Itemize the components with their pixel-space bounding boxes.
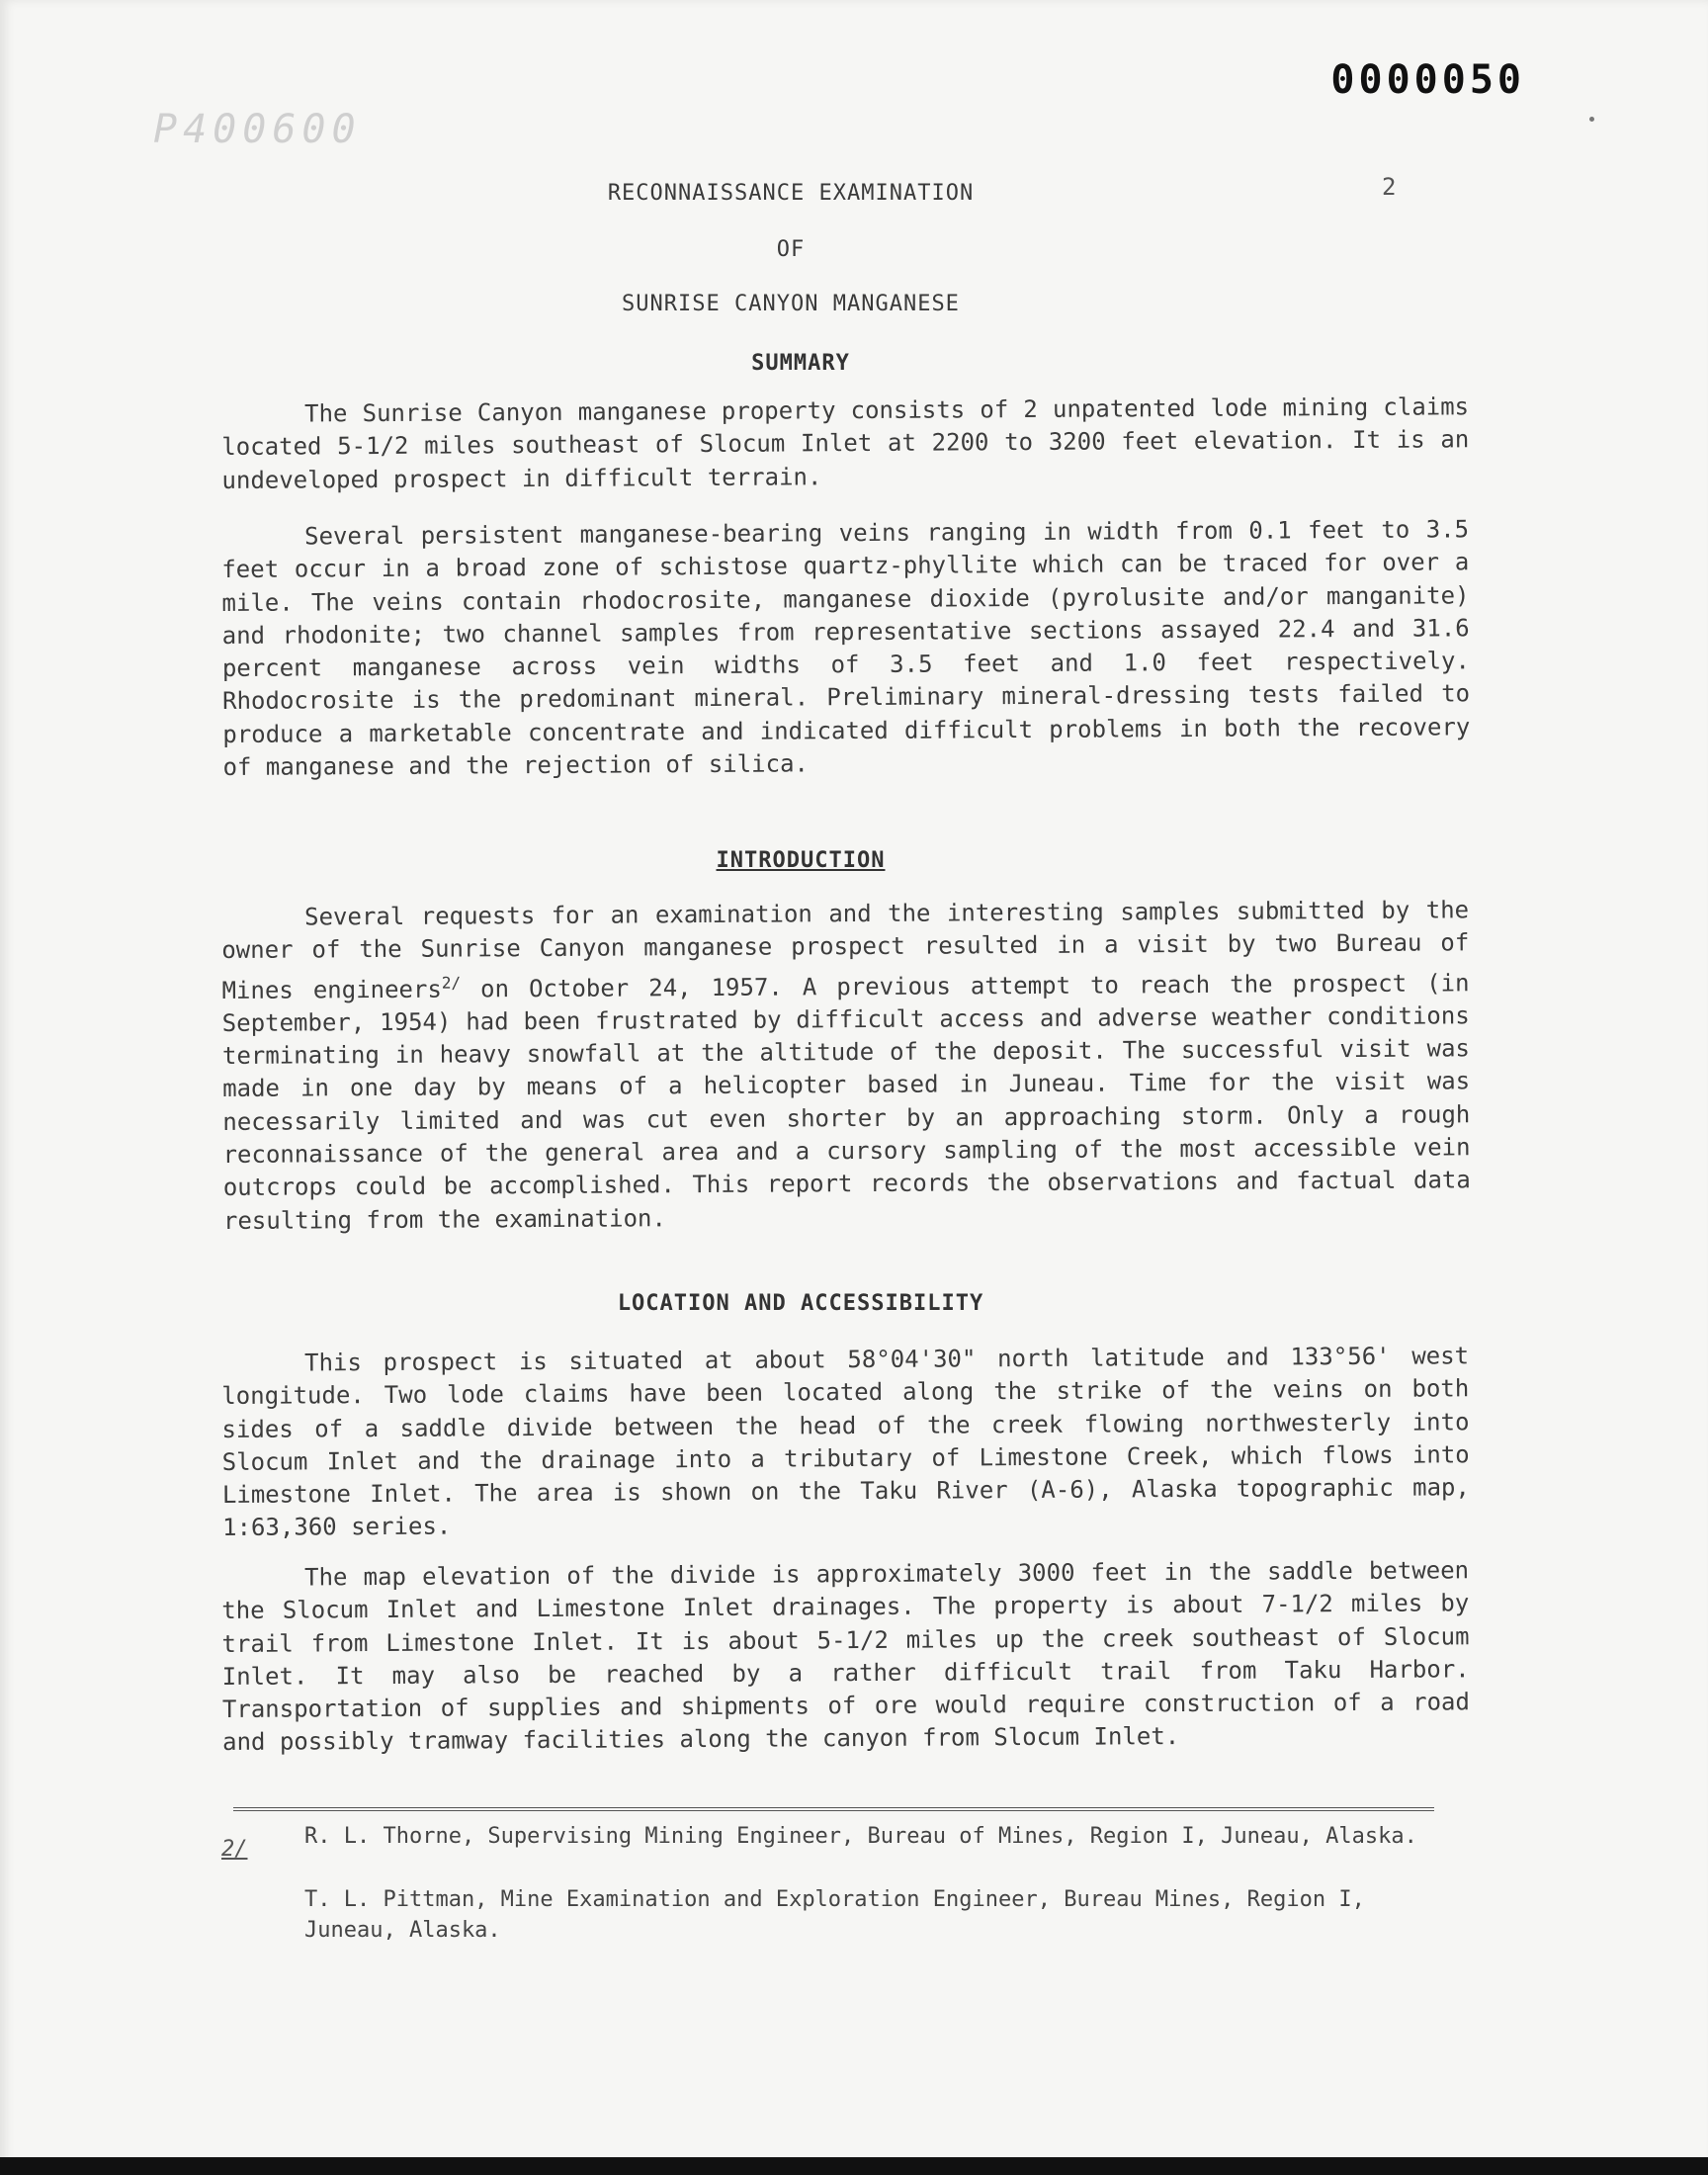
speck-mark	[1589, 117, 1594, 122]
ghost-stamp-number: P400600	[153, 107, 362, 152]
scan-edge	[0, 2157, 1708, 2175]
document-number: 0000050	[1330, 57, 1525, 103]
title-line-2: OF	[776, 237, 806, 262]
footnote-2: T. L. Pittman, Mine Examination and Exploration Engineer, Bureau Mines, Region I, Juneau, Alaska.	[304, 1887, 1365, 1943]
introduction-text-a: Several requests for an examination and the interesting samples submitted by the owner of the Sunrise Canyon manganese prospect resulted in a visit by two Bureau of Mines engineers	[221, 896, 1470, 1004]
footnote-1: R. L. Thorne, Supervising Mining Engineer, Bureau of Mines, Region I, Juneau, Alaska.	[304, 1824, 1417, 1849]
page-number: 2	[1382, 173, 1397, 201]
summary-paragraph-2: Several persistent manganese-bearing veins ranging in width from 0.1 feet to 3.5 feet occur in a broad zone of schistose quartz-phyllite which can be traced for over a mile. The veins contain rhodocrosite, manganese dioxide (pyrolusite and/or manganite) and rhodonite; two channel samples from representative sections assayed 22.4 and 31.6 percent manganese across vein widths of 3.5 feet and 1.0 feet respectively. Rhodocrosite is the predominant mineral. Preliminary mineral-dressing tests failed to produce a marketable concentrate and indicated difficult problems in both the recovery of manganese and the rejection of silica.	[221, 515, 1471, 782]
summary-paragraph-1: The Sunrise Canyon manganese property consists of 2 unpatented lode mining claims located 5-1/2 miles southeast of Slocum Inlet at 2200 to 3200 feet elevation. It is an undeveloped prospect in difficult terrain.	[221, 392, 1470, 494]
footnote-marker: 2/	[221, 1837, 248, 1862]
footnote-reference: 2/	[441, 973, 462, 993]
footnote-divider	[233, 1807, 1434, 1811]
summary-heading: SUMMARY	[751, 351, 850, 376]
title-line-1: RECONNAISSANCE EXAMINATION	[607, 181, 975, 206]
location-paragraph-2: The map elevation of the divide is approximately 3000 feet in the saddle between the Slocum Inlet and Limestone Inlet drainages. The property is about 7-1/2 miles by trail from Limestone Inlet. It is about 5-1/2 miles up the creek southeast of Slocum Inlet. It may also be reached by a rather difficult trail from Taku Harbor. Transportation of supplies and shipments of ore would require construction of a road and possibly tramway facilities along the canyon from Slocum Inlet.	[221, 1556, 1470, 1757]
location-heading: LOCATION AND ACCESSIBILITY	[617, 1291, 984, 1316]
introduction-text-b: on October 24, 1957. A previous attempt to reach the prospect (in September, 1954) had been frustrated by difficult access and adverse weather conditions terminating in heavy snowfall at the altitude of the deposit. The successful visit was made in one day by means of a helicopter based in Juneau. Time for the visit was necessarily limited and was cut even shorter by an approaching storm. Only a rough reconnaissance of the general area and a cursory sampling of the most accessible vein outcrops could be accomplished. This report records the observations and factual data resulting from the examination.	[221, 968, 1471, 1235]
introduction-paragraph	[221, 894, 1471, 1238]
title-line-3: SUNRISE CANYON MANGANESE	[622, 292, 960, 316]
introduction-heading: INTRODUCTION	[716, 848, 886, 873]
location-paragraph-1: This prospect is situated at about 58°04'30" north latitude and 133°56' west longitude. Two lode claims have been located along the strike of the veins on both sides of a saddle divide between the head of the creek flowing northwesterly into Slocum Inlet and the drainage into a tributary of Limestone Creek, which flows into Limestone Inlet. The area is shown on the Taku River (A-6), Alaska topographic map, 1:63,360 series.	[221, 1342, 1470, 1542]
